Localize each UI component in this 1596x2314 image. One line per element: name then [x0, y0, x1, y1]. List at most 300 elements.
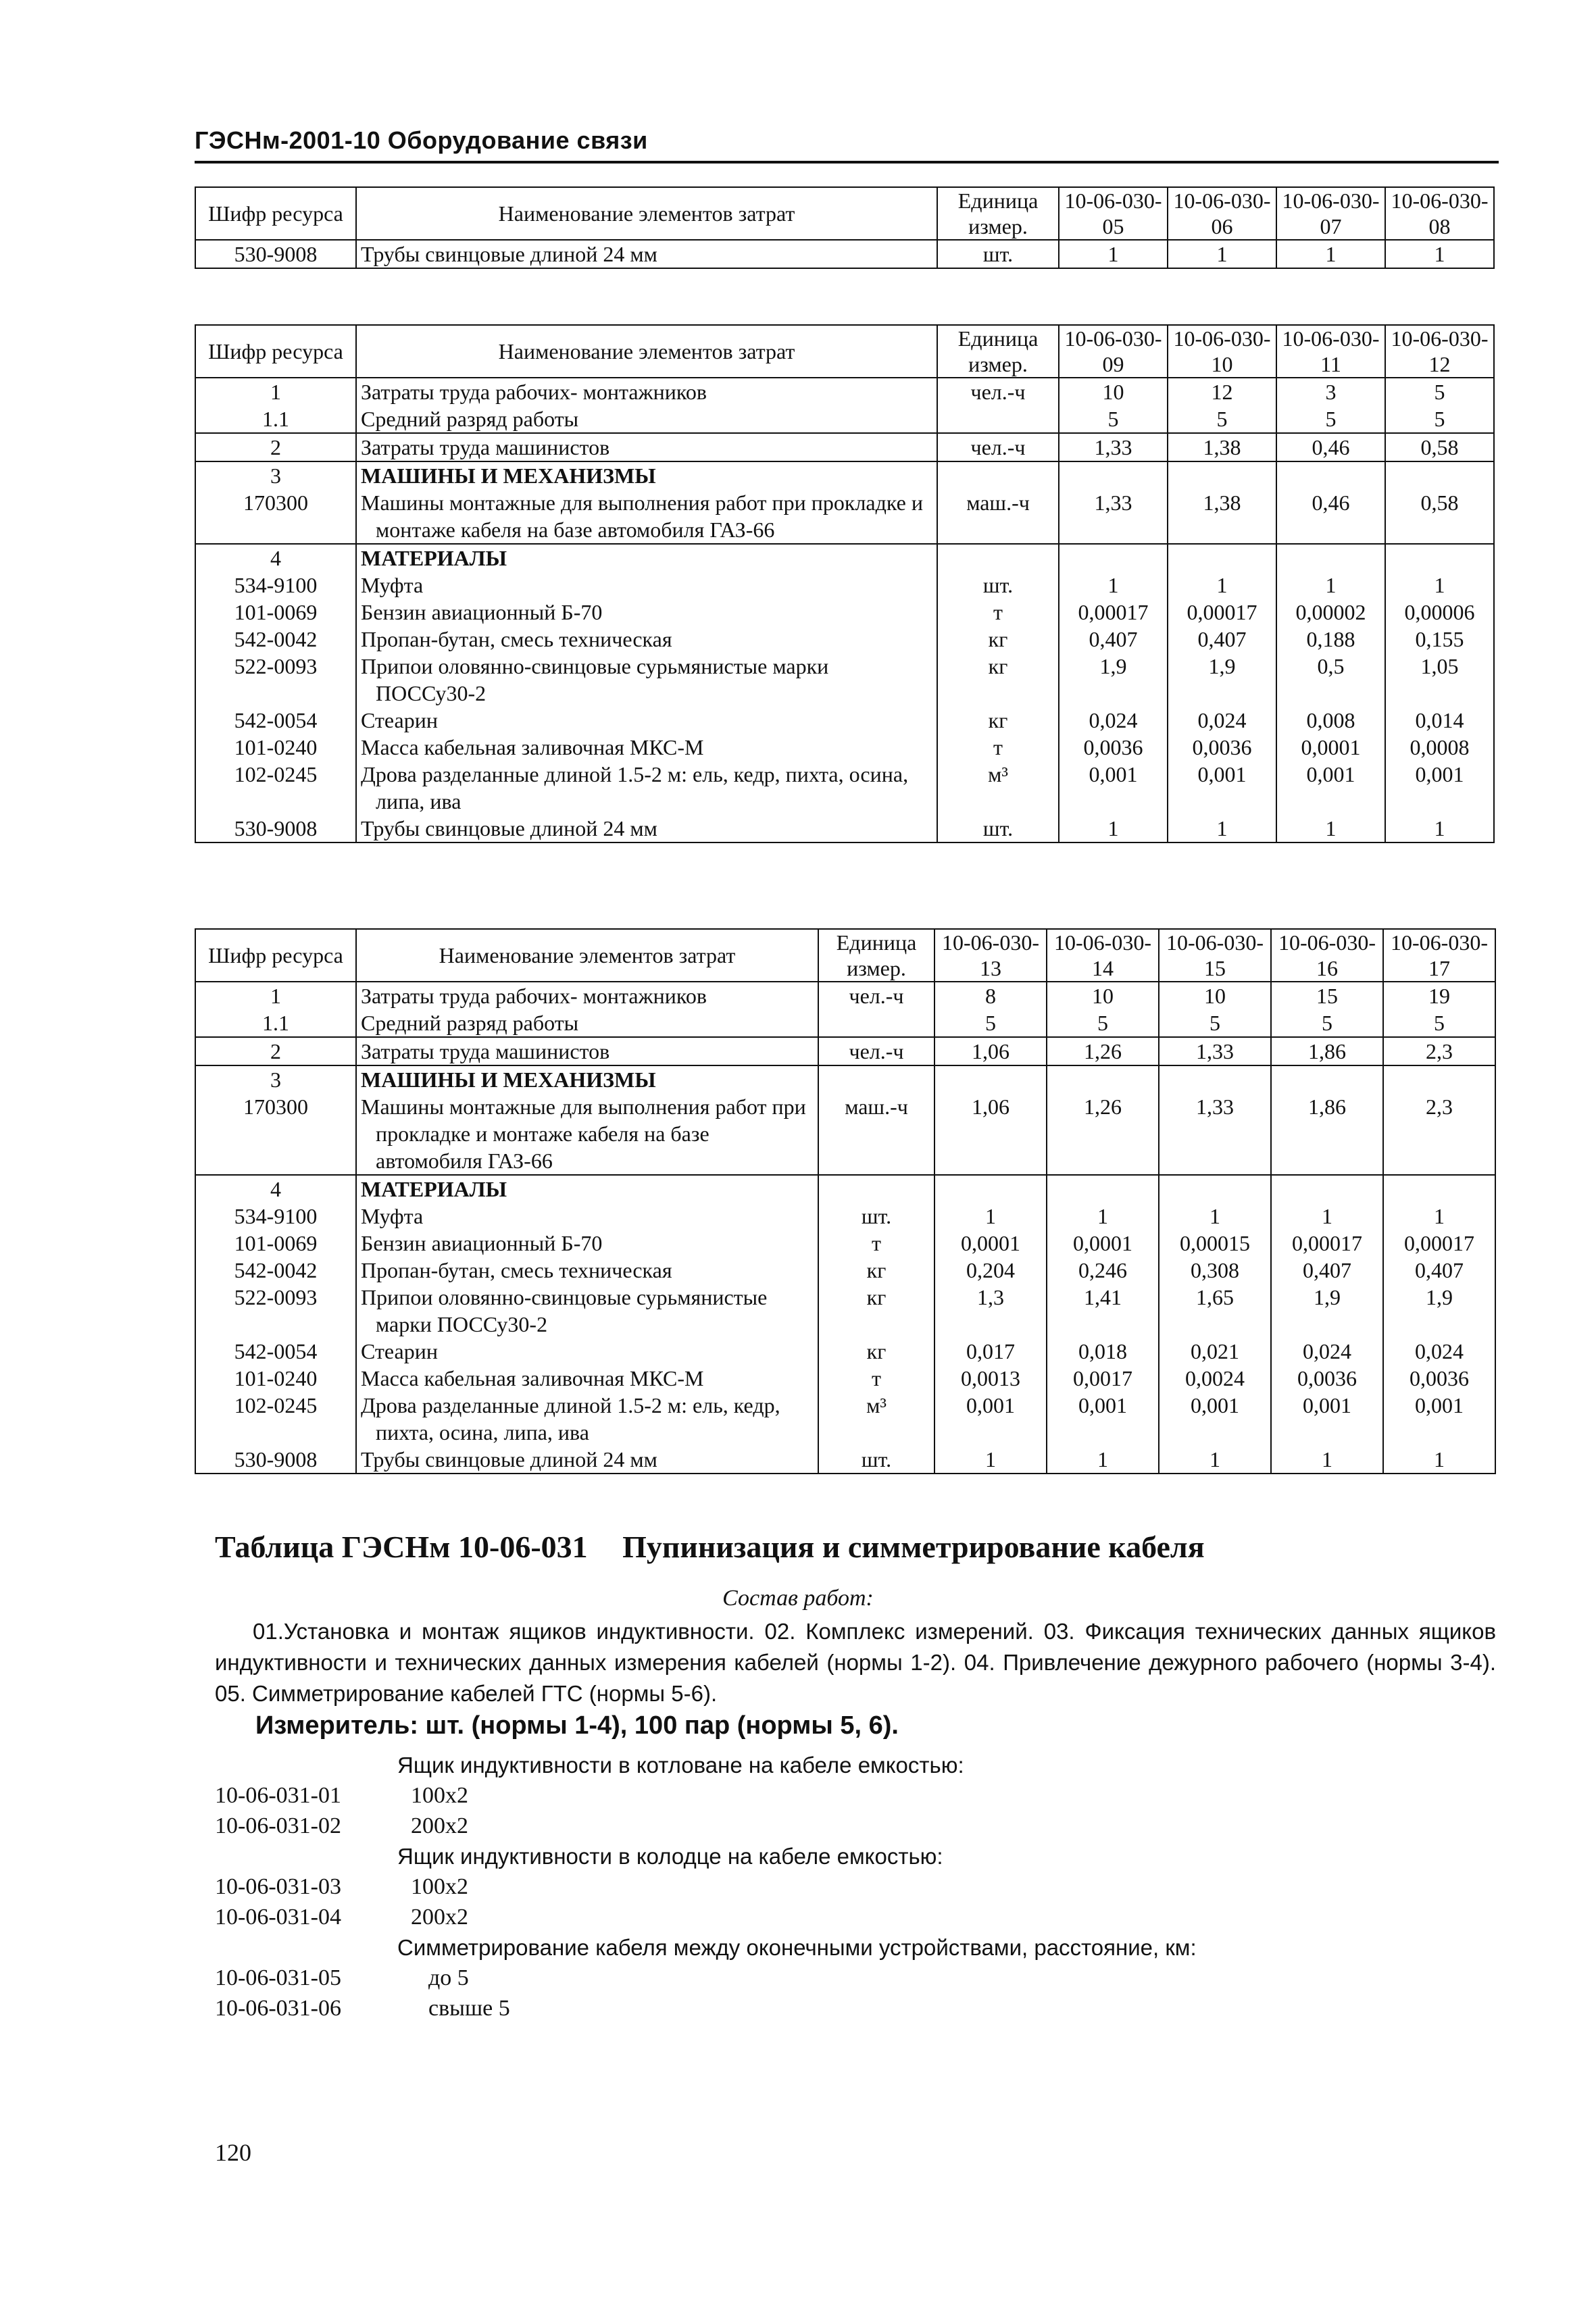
cost-element-name: Трубы свинцовые длиной 24 мм [356, 240, 937, 268]
norm-value: 0,008 [1276, 707, 1385, 734]
resource-code: 1.1 [195, 1009, 356, 1037]
unit: т [818, 1365, 934, 1392]
column-header-unit: Единица измер. [937, 187, 1059, 240]
norm-group-title: Симметрирование кабеля между оконечными устройствами, расстояние, км: [397, 1935, 1197, 1960]
norm-value: 0,407 [1168, 626, 1276, 653]
norm-value: 3 [1276, 378, 1385, 405]
norm-value [1047, 1065, 1159, 1093]
norm-value: 1 [934, 1203, 1047, 1230]
norm-value: 19 [1383, 982, 1495, 1009]
norm-label: до 5 [428, 1965, 469, 1990]
norm-value: 1 [1059, 240, 1168, 268]
norm-value [1168, 461, 1276, 489]
norm-value: 1,33 [1159, 1037, 1271, 1065]
cost-element-name: Пропан-бутан, смесь техническая [356, 626, 937, 653]
table-row [195, 1093, 1495, 1175]
norm-item [215, 1871, 1499, 1902]
norm-group-title: Ящик индуктивности в котловане на кабеле емкостью: [397, 1753, 964, 1778]
norm-code: 10-06-031-05 [215, 1965, 341, 1990]
norm-code: 10-06-031-02 [215, 1813, 341, 1838]
column-header-norm: 10-06-030-17 [1383, 929, 1495, 982]
resource-code: 3 [195, 461, 356, 489]
column-header-norm: 10-06-030-13 [934, 929, 1047, 982]
norm-value: 0,0036 [1168, 734, 1276, 761]
norm-label: 200x2 [411, 1813, 468, 1838]
resource-code: 102-0245 [195, 1392, 356, 1446]
table-row [195, 653, 1494, 707]
resource-code: 530-9008 [195, 240, 356, 268]
resource-code: 2 [195, 1037, 356, 1065]
cost-element-name: Трубы свинцовые длиной 24 мм [356, 1446, 818, 1474]
resource-code: 542-0042 [195, 1257, 356, 1284]
resource-code: 1 [195, 378, 356, 405]
norm-value: 10 [1047, 982, 1159, 1009]
norm-value: 0,204 [934, 1257, 1047, 1284]
unit: шт. [937, 240, 1059, 268]
column-header-name: Наименование элементов затрат [356, 187, 937, 240]
norm-value: 0,0001 [934, 1230, 1047, 1257]
cost-element-name: Бензин авиационный Б-70 [356, 1230, 818, 1257]
norm-value: 0,407 [1271, 1257, 1383, 1284]
table-row [195, 734, 1494, 761]
section-number: Таблица ГЭСНм 10-06-031 [215, 1530, 588, 1564]
column-header-norm: 10-06-030-10 [1168, 325, 1276, 378]
norm-label: свыше 5 [428, 1996, 510, 2021]
norm-label: 200x2 [411, 1905, 468, 1930]
resource-code: 534-9100 [195, 1203, 356, 1230]
column-header-norm: 10-06-030-12 [1385, 325, 1494, 378]
norm-value: 0,00017 [1059, 599, 1168, 626]
norm-value: 5 [1383, 1009, 1495, 1037]
norm-value: 1,3 [934, 1284, 1047, 1338]
norm-value: 0,5 [1276, 653, 1385, 707]
norm-value: 1 [1059, 572, 1168, 599]
norm-value: 0,407 [1059, 626, 1168, 653]
column-header-norm: 10-06-030-09 [1059, 325, 1168, 378]
norm-value [1168, 544, 1276, 572]
norm-item [215, 1780, 1499, 1811]
norm-value: 1,9 [1383, 1284, 1495, 1338]
table-row [195, 405, 1494, 433]
norm-value [934, 1065, 1047, 1093]
norm-value: 5 [934, 1009, 1047, 1037]
cost-element-name: Припои оловянно-свинцовые сурьмянистые марки ПОССу30-2 [356, 653, 937, 707]
table-row [195, 1446, 1495, 1474]
column-header-code: Шифр ресурса [195, 187, 356, 240]
cost-element-name: Средний разряд работы [356, 405, 937, 433]
measure-unit: Измеритель: шт. (нормы 1-4), 100 пар (нормы 5, 6). [255, 1711, 899, 1740]
norm-value: 0,00015 [1159, 1230, 1271, 1257]
norm-value: 0,58 [1385, 433, 1494, 461]
column-header-norm: 10-06-030-08 [1385, 187, 1494, 240]
table-header-row [195, 187, 1494, 240]
norm-value: 0,0024 [1159, 1365, 1271, 1392]
column-header-norm: 10-06-030-05 [1059, 187, 1168, 240]
norm-value: 5 [1059, 405, 1168, 433]
composition-text: 01.Установка и монтаж ящиков индуктивности. 02. Комплекс измерений. 03. Фиксация технических данных ящиков индуктивности и технических данных измерения кабелей (нормы 1-2). 04. Привлечение дежурного рабочего (нормы 3-4). 05. Симметрирование кабелей ГТС (нормы 5-6). [215, 1619, 1496, 1706]
norm-value: 0,0017 [1047, 1365, 1159, 1392]
norm-value: 1,38 [1168, 433, 1276, 461]
unit: т [818, 1230, 934, 1257]
cost-element-name: Дрова разделанные длиной 1.5-2 м: ель, кедр, пихта, осина, липа, ива [356, 761, 937, 815]
column-header-norm: 10-06-030-14 [1047, 929, 1159, 982]
norm-value: 5 [1168, 405, 1276, 433]
unit: т [937, 599, 1059, 626]
norm-value: 0,018 [1047, 1338, 1159, 1365]
resource-code: 522-0093 [195, 1284, 356, 1338]
resource-code: 522-0093 [195, 653, 356, 707]
unit: кг [937, 626, 1059, 653]
norm-value: 0,024 [1168, 707, 1276, 734]
unit: чел.-ч [937, 378, 1059, 405]
norm-value: 0,308 [1159, 1257, 1271, 1284]
norm-value: 1,26 [1047, 1037, 1159, 1065]
unit [818, 1175, 934, 1203]
unit [818, 1009, 934, 1037]
norm-value [1271, 1175, 1383, 1203]
norm-value [934, 1175, 1047, 1203]
norm-value: 1 [1385, 815, 1494, 842]
cost-element-name: Машины монтажные для выполнения работ при прокладке и монтаже кабеля на базе автомобиля ГАЗ-66 [356, 1093, 818, 1175]
norm-code: 10-06-031-03 [215, 1874, 341, 1899]
resource-code: 2 [195, 433, 356, 461]
norm-value: 1 [1276, 240, 1385, 268]
norm-value: 0,0013 [934, 1365, 1047, 1392]
resource-code: 102-0245 [195, 761, 356, 815]
norm-value: 0,0036 [1271, 1365, 1383, 1392]
norm-value: 5 [1385, 405, 1494, 433]
norm-value: 0,001 [1047, 1392, 1159, 1446]
page-header: ГЭСНм-2001-10 Оборудование связи [195, 126, 1499, 164]
column-header-norm: 10-06-030-11 [1276, 325, 1385, 378]
resource-code: 101-0240 [195, 1365, 356, 1392]
cost-element-name: Машины монтажные для выполнения работ при прокладке и монтаже кабеля на базе автомобиля ГАЗ-66 [356, 489, 937, 544]
table-row [195, 1037, 1495, 1065]
resource-code: 170300 [195, 489, 356, 544]
section-name: Пупинизация и симметрирование кабеля [622, 1530, 1205, 1564]
composition-label: Состав работ: [722, 1586, 874, 1611]
norm-value: 0,246 [1047, 1257, 1159, 1284]
norm-value: 1,86 [1271, 1093, 1383, 1175]
table-row [195, 544, 1494, 572]
unit: кг [937, 707, 1059, 734]
norm-value: 1 [1385, 240, 1494, 268]
cost-element-name: Стеарин [356, 1338, 818, 1365]
unit: м³ [937, 761, 1059, 815]
norm-value: 8 [934, 982, 1047, 1009]
resource-code: 101-0069 [195, 599, 356, 626]
norm-item [215, 1963, 1499, 1993]
norm-value: 0,58 [1385, 489, 1494, 544]
unit: кг [818, 1338, 934, 1365]
cost-element-name: Муфта [356, 1203, 818, 1230]
cost-element-name: Затраты труда машинистов [356, 433, 937, 461]
norm-value: 1 [1168, 240, 1276, 268]
norm-value [1159, 1065, 1271, 1093]
norm-value: 0,407 [1383, 1257, 1495, 1284]
norm-value: 1 [1276, 572, 1385, 599]
norm-value: 0,0036 [1383, 1365, 1495, 1392]
unit: шт. [818, 1446, 934, 1474]
norm-value: 1,86 [1271, 1037, 1383, 1065]
norm-value: 0,001 [1059, 761, 1168, 815]
norm-value: 5 [1385, 378, 1494, 405]
norm-value: 0,024 [1383, 1338, 1495, 1365]
norm-value: 5 [1271, 1009, 1383, 1037]
table-row [195, 1392, 1495, 1446]
table-row [195, 1175, 1495, 1203]
norm-value: 1,06 [934, 1037, 1047, 1065]
table-row [195, 378, 1494, 405]
norm-value: 0,00017 [1383, 1230, 1495, 1257]
norm-value: 15 [1271, 982, 1383, 1009]
norm-value: 0,017 [934, 1338, 1047, 1365]
resource-code: 1.1 [195, 405, 356, 433]
norm-value: 0,00006 [1385, 599, 1494, 626]
unit: маш.-ч [818, 1093, 934, 1175]
resource-code: 542-0054 [195, 707, 356, 734]
norms-table-3 [195, 928, 1496, 1474]
table-row [195, 599, 1494, 626]
norm-value [1059, 461, 1168, 489]
norm-value: 2,3 [1383, 1037, 1495, 1065]
norm-value: 1 [1059, 815, 1168, 842]
norm-value: 1 [1276, 815, 1385, 842]
unit: чел.-ч [818, 1037, 934, 1065]
norm-value: 1 [1271, 1203, 1383, 1230]
cost-element-name: Средний разряд работы [356, 1009, 818, 1037]
table-row [195, 1365, 1495, 1392]
norm-value: 0,024 [1271, 1338, 1383, 1365]
resource-code: 542-0042 [195, 626, 356, 653]
table-row [195, 626, 1494, 653]
norm-value: 1 [1271, 1446, 1383, 1474]
table-row [195, 815, 1494, 842]
norm-value: 5 [1159, 1009, 1271, 1037]
cost-element-name: МАТЕРИАЛЫ [356, 1175, 818, 1203]
norm-value: 0,001 [1168, 761, 1276, 815]
norm-value: 1,06 [934, 1093, 1047, 1175]
column-header-code: Шифр ресурса [195, 325, 356, 378]
norm-value [1276, 461, 1385, 489]
unit: шт. [937, 815, 1059, 842]
norm-value: 2,3 [1383, 1093, 1495, 1175]
norm-label: 100x2 [411, 1874, 468, 1899]
norm-item [215, 1811, 1499, 1841]
column-header-norm: 10-06-030-06 [1168, 187, 1276, 240]
norm-value: 0,00017 [1271, 1230, 1383, 1257]
cost-element-name: Масса кабельная заливочная МКС-М [356, 734, 937, 761]
column-header-norm: 10-06-030-15 [1159, 929, 1271, 982]
unit: т [937, 734, 1059, 761]
norm-item [215, 1993, 1499, 2023]
column-header-unit: Единица измер. [937, 325, 1059, 378]
table-row [195, 1065, 1495, 1093]
cost-element-name: МАТЕРИАЛЫ [356, 544, 937, 572]
norm-value: 1,9 [1271, 1284, 1383, 1338]
column-header-name: Наименование элементов затрат [356, 325, 937, 378]
cost-element-name: Затраты труда рабочих- монтажников [356, 378, 937, 405]
resource-code: 101-0069 [195, 1230, 356, 1257]
resource-code: 542-0054 [195, 1338, 356, 1365]
norms-table-1 [195, 186, 1495, 269]
table-row [195, 1009, 1495, 1037]
cost-element-name: Припои оловянно-свинцовые сурьмянистые марки ПОССу30-2 [356, 1284, 818, 1338]
cost-element-name: Масса кабельная заливочная МКС-М [356, 1365, 818, 1392]
cost-element-name: Затраты труда рабочих- монтажников [356, 982, 818, 1009]
norm-value: 5 [1047, 1009, 1159, 1037]
cost-element-name: Затраты труда машинистов [356, 1037, 818, 1065]
norm-value: 0,0036 [1059, 734, 1168, 761]
norm-value [1385, 544, 1494, 572]
column-header-name: Наименование элементов затрат [356, 929, 818, 982]
cost-element-name: Стеарин [356, 707, 937, 734]
norm-value: 1,9 [1059, 653, 1168, 707]
norm-value: 0,024 [1059, 707, 1168, 734]
norms-table-2 [195, 324, 1495, 843]
column-header-code: Шифр ресурса [195, 929, 356, 982]
norm-value: 1,41 [1047, 1284, 1159, 1338]
norm-value: 1 [1047, 1446, 1159, 1474]
norm-value: 0,188 [1276, 626, 1385, 653]
table-row [195, 1338, 1495, 1365]
norm-value: 1 [1159, 1446, 1271, 1474]
resource-code: 3 [195, 1065, 356, 1093]
table-row [195, 1257, 1495, 1284]
norm-value: 0,001 [1159, 1392, 1271, 1446]
unit: кг [937, 653, 1059, 707]
norm-value: 1,33 [1059, 489, 1168, 544]
cost-element-name: МАШИНЫ И МЕХАНИЗМЫ [356, 461, 937, 489]
norm-value: 1,33 [1159, 1093, 1271, 1175]
norm-value: 1 [1383, 1203, 1495, 1230]
norm-value: 1,26 [1047, 1093, 1159, 1175]
column-header-unit: Единица измер. [818, 929, 934, 982]
norm-value: 0,00002 [1276, 599, 1385, 626]
norm-value: 0,001 [1383, 1392, 1495, 1446]
unit [937, 405, 1059, 433]
resource-code: 101-0240 [195, 734, 356, 761]
table-row [195, 572, 1494, 599]
norm-value: 1 [934, 1446, 1047, 1474]
norm-label: 100x2 [411, 1783, 468, 1808]
norm-group-title: Ящик индуктивности в колодце на кабеле емкостью: [397, 1844, 943, 1869]
table-row [195, 761, 1494, 815]
norm-value: 1,65 [1159, 1284, 1271, 1338]
table-row [195, 433, 1494, 461]
page-number: 120 [215, 2139, 251, 2166]
unit: шт. [937, 572, 1059, 599]
norm-value: 1 [1168, 572, 1276, 599]
norm-value: 0,014 [1385, 707, 1494, 734]
norm-value: 0,0008 [1385, 734, 1494, 761]
norm-value: 0,001 [1276, 761, 1385, 815]
norms-list [215, 1750, 1499, 2023]
norm-value: 5 [1276, 405, 1385, 433]
norm-value: 1,05 [1385, 653, 1494, 707]
column-header-norm: 10-06-030-07 [1276, 187, 1385, 240]
norm-value: 1,38 [1168, 489, 1276, 544]
table-row [195, 982, 1495, 1009]
unit: кг [818, 1257, 934, 1284]
cost-element-name: Трубы свинцовые длиной 24 мм [356, 815, 937, 842]
norm-value: 10 [1159, 982, 1271, 1009]
unit: м³ [818, 1392, 934, 1446]
norm-value: 10 [1059, 378, 1168, 405]
resource-code: 1 [195, 982, 356, 1009]
unit [818, 1065, 934, 1093]
resource-code: 530-9008 [195, 815, 356, 842]
table-row [195, 489, 1494, 544]
cost-element-name: Бензин авиационный Б-70 [356, 599, 937, 626]
norm-value: 0,0001 [1276, 734, 1385, 761]
table-header-row [195, 325, 1494, 378]
norm-value: 0,155 [1385, 626, 1494, 653]
table-row [195, 1284, 1495, 1338]
table-header-row [195, 929, 1495, 982]
norm-code: 10-06-031-01 [215, 1783, 341, 1808]
cost-element-name: Дрова разделанные длиной 1.5-2 м: ель, кедр, пихта, осина, липа, ива [356, 1392, 818, 1446]
norm-value [1383, 1175, 1495, 1203]
unit [937, 461, 1059, 489]
norm-value: 0,0001 [1047, 1230, 1159, 1257]
cost-element-name: Пропан-бутан, смесь техническая [356, 1257, 818, 1284]
norm-item [215, 1902, 1499, 1932]
unit: чел.-ч [937, 433, 1059, 461]
norm-value: 1,9 [1168, 653, 1276, 707]
norm-value: 0,00017 [1168, 599, 1276, 626]
norm-value [1383, 1065, 1495, 1093]
unit [937, 544, 1059, 572]
column-header-norm: 10-06-030-16 [1271, 929, 1383, 982]
norm-value: 12 [1168, 378, 1276, 405]
norm-value: 0,001 [1385, 761, 1494, 815]
cost-element-name: МАШИНЫ И МЕХАНИЗМЫ [356, 1065, 818, 1093]
norm-value: 1,33 [1059, 433, 1168, 461]
norm-value: 1 [1047, 1203, 1159, 1230]
resource-code: 4 [195, 1175, 356, 1203]
norm-value: 0,46 [1276, 433, 1385, 461]
norm-value: 1 [1159, 1203, 1271, 1230]
table-row [195, 240, 1494, 268]
table-row [195, 1230, 1495, 1257]
table-row [195, 1203, 1495, 1230]
norm-value [1276, 544, 1385, 572]
resource-code: 170300 [195, 1093, 356, 1175]
table-row [195, 707, 1494, 734]
unit: чел.-ч [818, 982, 934, 1009]
norm-value: 1 [1383, 1446, 1495, 1474]
norm-value: 0,001 [934, 1392, 1047, 1446]
norm-value: 1 [1168, 815, 1276, 842]
table-row [195, 461, 1494, 489]
norm-value [1059, 544, 1168, 572]
resource-code: 4 [195, 544, 356, 572]
section-title [215, 1528, 1499, 1566]
norm-value: 0,46 [1276, 489, 1385, 544]
resource-code: 530-9008 [195, 1446, 356, 1474]
norm-value: 0,001 [1271, 1392, 1383, 1446]
norm-value: 0,021 [1159, 1338, 1271, 1365]
norm-value: 1 [1385, 572, 1494, 599]
norm-value [1159, 1175, 1271, 1203]
unit: кг [818, 1284, 934, 1338]
unit: шт. [818, 1203, 934, 1230]
norm-value [1047, 1175, 1159, 1203]
norm-value [1385, 461, 1494, 489]
norm-code: 10-06-031-04 [215, 1905, 341, 1930]
unit: маш.-ч [937, 489, 1059, 544]
